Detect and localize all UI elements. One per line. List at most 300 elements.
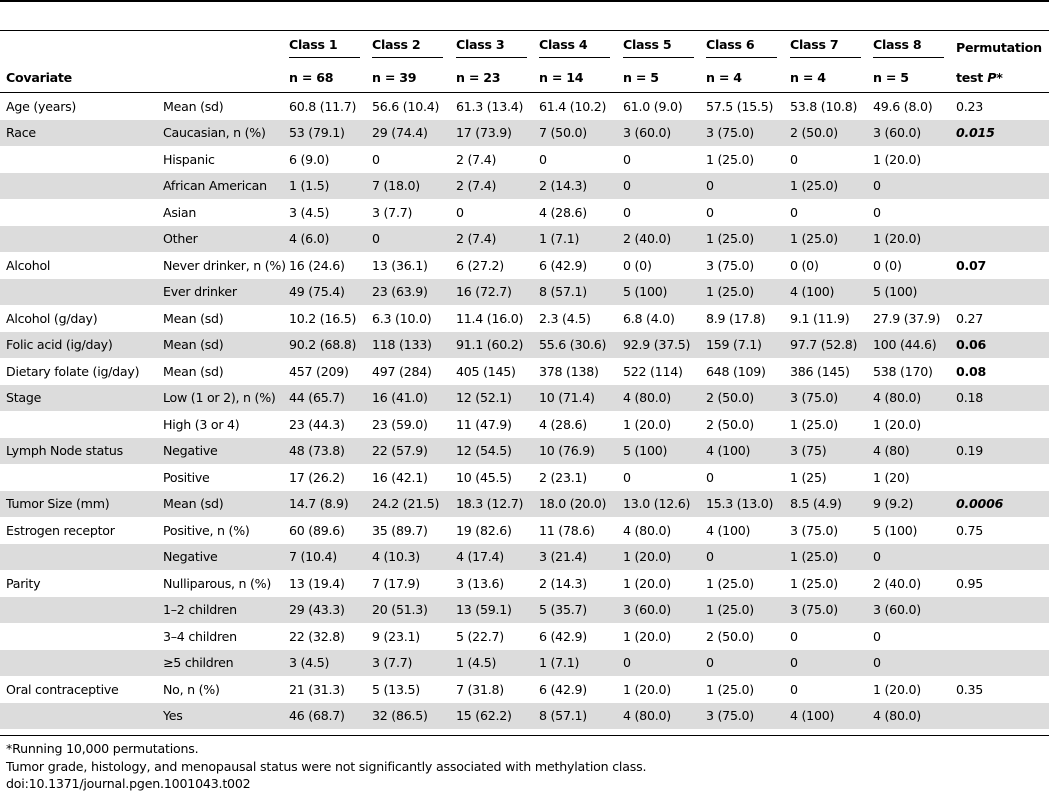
value-cell: 12 (54.5) bbox=[450, 438, 533, 465]
table-row bbox=[0, 676, 1049, 703]
table-row bbox=[0, 199, 1049, 226]
value-cell: 12 (52.1) bbox=[450, 385, 533, 412]
value-cell: 17 (73.9) bbox=[450, 120, 533, 147]
table-row bbox=[0, 597, 1049, 624]
value-cell: 0 bbox=[790, 151, 798, 167]
value-cell: 6 (9.0) bbox=[289, 151, 330, 167]
value-cell: 10.2 (16.5) bbox=[289, 310, 357, 326]
value-cell: 35 (89.7) bbox=[372, 522, 428, 538]
value-cell: 7 (17.9) bbox=[372, 575, 420, 591]
table-row bbox=[0, 438, 1049, 465]
value-cell: 4 (80.0) bbox=[867, 703, 950, 730]
covariate-header: Covariate bbox=[6, 70, 72, 85]
value-cell: 159 (7.1) bbox=[700, 332, 784, 359]
value-cell: 3 (75.0) bbox=[700, 120, 784, 147]
class-header: Class 5 bbox=[617, 31, 700, 63]
value-cell: 1 (20.0) bbox=[623, 416, 671, 432]
covariate-cell: Dietary folate (ig/day) bbox=[6, 363, 140, 379]
value-cell: 16 (42.1) bbox=[372, 469, 428, 485]
value-cell: 23 (59.0) bbox=[372, 416, 428, 432]
table-row bbox=[0, 703, 1049, 730]
value-cell: 19 (82.6) bbox=[456, 522, 512, 538]
value-cell: 2 (40.0) bbox=[617, 226, 700, 253]
footnote-doi: doi:10.1371/journal.pgen.1001043.t002 bbox=[6, 776, 251, 791]
value-cell: 4 (80.0) bbox=[617, 385, 700, 412]
value-cell: 3 (4.5) bbox=[283, 650, 366, 677]
value-cell: 32 (86.5) bbox=[366, 703, 450, 730]
value-cell: 1 (25.0) bbox=[784, 544, 867, 571]
class-header: Class 6 bbox=[700, 31, 784, 63]
p-value-cell: 0.07 bbox=[956, 257, 987, 273]
value-cell: 18.3 (12.7) bbox=[450, 491, 533, 518]
subgroup-cell: High (3 or 4) bbox=[163, 416, 240, 432]
table-row bbox=[0, 305, 1049, 332]
value-cell: 0 bbox=[700, 544, 784, 571]
p-value-cell: 0.18 bbox=[950, 385, 1049, 412]
value-cell: 3 (21.4) bbox=[533, 544, 617, 571]
subgroup-cell: Positive bbox=[163, 469, 210, 485]
value-cell: 7 (31.8) bbox=[456, 681, 504, 697]
table-row bbox=[0, 332, 1049, 359]
value-cell: 0 bbox=[867, 173, 950, 200]
value-cell: 1 (25) bbox=[790, 469, 827, 485]
covariate-cell bbox=[0, 544, 157, 571]
value-cell: 0 bbox=[867, 650, 950, 677]
table-row bbox=[0, 544, 1049, 571]
value-cell: 7 (50.0) bbox=[533, 120, 617, 147]
value-cell: 92.9 (37.5) bbox=[617, 332, 700, 359]
value-cell: 5 (35.7) bbox=[533, 597, 617, 624]
value-cell: 3 (75) bbox=[784, 438, 867, 465]
value-cell: 3 (60.0) bbox=[617, 120, 700, 147]
value-cell: 2 (7.4) bbox=[450, 226, 533, 253]
covariate-cell bbox=[0, 411, 157, 438]
table-row bbox=[0, 623, 1049, 650]
value-cell: 90.2 (68.8) bbox=[283, 332, 366, 359]
value-cell: 1 (20.0) bbox=[617, 544, 700, 571]
subgroup-cell: Nulliparous, n (%) bbox=[163, 575, 272, 591]
value-cell: 4 (80.0) bbox=[867, 385, 950, 412]
value-cell: 10 (71.4) bbox=[533, 385, 617, 412]
footnotes bbox=[6, 740, 646, 793]
value-cell: 18.0 (20.0) bbox=[533, 491, 617, 518]
value-cell: 2 (50.0) bbox=[706, 416, 754, 432]
value-cell: 4 (80.0) bbox=[617, 703, 700, 730]
p-value-cell: 0.23 bbox=[956, 98, 984, 114]
class-header: Class 7 bbox=[784, 31, 867, 63]
subgroup-cell: Mean (sd) bbox=[157, 332, 283, 359]
value-cell: 0 bbox=[366, 226, 450, 253]
covariate-cell: Stage bbox=[0, 385, 157, 412]
value-cell: 0 (0) bbox=[873, 257, 902, 273]
header-blank bbox=[157, 31, 283, 63]
value-cell: 3 (75.0) bbox=[784, 597, 867, 624]
value-cell: 3 (75.0) bbox=[706, 257, 754, 273]
value-cell: 0 bbox=[873, 204, 881, 220]
value-cell: 538 (170) bbox=[873, 363, 933, 379]
value-cell: 0 bbox=[456, 204, 464, 220]
value-cell: 4 (80.0) bbox=[623, 522, 671, 538]
value-cell: 1 (25.0) bbox=[706, 681, 754, 697]
value-cell: 61.4 (10.2) bbox=[539, 98, 607, 114]
table-row bbox=[0, 120, 1049, 147]
table-row bbox=[0, 464, 1049, 491]
value-cell: 0 bbox=[700, 173, 784, 200]
p-value-cell bbox=[950, 597, 1049, 624]
value-cell: 2 (50.0) bbox=[784, 120, 867, 147]
value-cell: 0 (0) bbox=[623, 257, 652, 273]
subgroup-cell: 1–2 children bbox=[157, 597, 283, 624]
value-cell: 2.3 (4.5) bbox=[539, 310, 591, 326]
value-cell: 0 bbox=[790, 681, 798, 697]
value-cell: 49 (75.4) bbox=[283, 279, 366, 306]
permutation-header: Permutation bbox=[956, 39, 1042, 55]
class-header: Class 1 bbox=[283, 31, 366, 63]
p-value-cell: 0.75 bbox=[956, 522, 984, 538]
value-cell: 57.5 (15.5) bbox=[706, 98, 774, 114]
value-cell: 15 (62.2) bbox=[450, 703, 533, 730]
permutation-test-p-header: test P* bbox=[956, 70, 1003, 85]
p-value-cell: 0.35 bbox=[956, 681, 984, 697]
covariate-cell: Alcohol bbox=[6, 257, 51, 273]
value-cell: 11 (47.9) bbox=[456, 416, 512, 432]
covariate-cell bbox=[0, 623, 157, 650]
value-cell: 3 (7.7) bbox=[372, 204, 413, 220]
value-cell: 0 bbox=[706, 469, 714, 485]
value-cell: 0 bbox=[867, 544, 950, 571]
value-cell: 6.3 (10.0) bbox=[372, 310, 432, 326]
value-cell: 13.0 (12.6) bbox=[617, 491, 700, 518]
value-cell: 2 (23.1) bbox=[539, 469, 587, 485]
table-row bbox=[0, 570, 1049, 597]
value-cell: 13 (19.4) bbox=[289, 575, 345, 591]
covariate-cell: Age (years) bbox=[6, 98, 77, 114]
value-cell: 55.6 (30.6) bbox=[533, 332, 617, 359]
p-value-cell bbox=[950, 703, 1049, 730]
covariate-cell bbox=[0, 464, 157, 491]
value-cell: 20 (51.3) bbox=[366, 597, 450, 624]
value-cell: 1 (25.0) bbox=[790, 575, 838, 591]
n-header: n = 23 bbox=[456, 70, 501, 85]
value-cell: 3 (60.0) bbox=[617, 597, 700, 624]
value-cell: 497 (284) bbox=[372, 363, 432, 379]
covariate-table bbox=[0, 31, 1049, 729]
p-value-cell: 0.015 bbox=[950, 120, 1049, 147]
table-row bbox=[0, 173, 1049, 200]
value-cell: 13 (36.1) bbox=[372, 257, 428, 273]
value-cell: 4 (80) bbox=[867, 438, 950, 465]
value-cell: 0 bbox=[873, 628, 881, 644]
covariate-cell bbox=[0, 279, 157, 306]
subgroup-cell: African American bbox=[157, 173, 283, 200]
subgroup-cell: ≥5 children bbox=[157, 650, 283, 677]
header-row-n bbox=[0, 63, 1049, 93]
value-cell: 3 (75.0) bbox=[784, 385, 867, 412]
value-cell: 2 (50.0) bbox=[706, 628, 754, 644]
value-cell: 6 (42.9) bbox=[539, 681, 587, 697]
subgroup-cell: Mean (sd) bbox=[163, 98, 224, 114]
value-cell: 8 (57.1) bbox=[533, 703, 617, 730]
value-cell: 3 (13.6) bbox=[456, 575, 504, 591]
covariate-cell: Parity bbox=[6, 575, 41, 591]
subgroup-cell: Ever drinker bbox=[157, 279, 283, 306]
value-cell: 1 (4.5) bbox=[450, 650, 533, 677]
value-cell: 8.5 (4.9) bbox=[784, 491, 867, 518]
table-row bbox=[0, 279, 1049, 306]
value-cell: 2 (14.3) bbox=[539, 575, 587, 591]
value-cell: 61.3 (13.4) bbox=[456, 98, 524, 114]
header-row-classes bbox=[0, 31, 1049, 63]
value-cell: 0 bbox=[617, 173, 700, 200]
footnote-permutations: *Running 10,000 permutations. bbox=[6, 741, 199, 756]
value-cell: 46 (68.7) bbox=[283, 703, 366, 730]
n-header: n = 14 bbox=[539, 70, 584, 85]
value-cell: 4 (28.6) bbox=[539, 416, 587, 432]
value-cell: 97.7 (52.8) bbox=[784, 332, 867, 359]
p-value-cell: 0.27 bbox=[956, 310, 984, 326]
table-row bbox=[0, 517, 1049, 544]
n-header: n = 39 bbox=[372, 70, 417, 85]
covariate-cell bbox=[0, 199, 157, 226]
n-header: n = 5 bbox=[623, 70, 659, 85]
value-cell: 53 (79.1) bbox=[283, 120, 366, 147]
value-cell: 22 (57.9) bbox=[366, 438, 450, 465]
value-cell: 6 (42.9) bbox=[539, 257, 587, 273]
value-cell: 56.6 (10.4) bbox=[372, 98, 440, 114]
value-cell: 3 (75.0) bbox=[790, 522, 838, 538]
table-row bbox=[0, 146, 1049, 173]
p-value-cell: 0.0006 bbox=[950, 491, 1049, 518]
value-cell: 0 bbox=[539, 151, 547, 167]
value-cell: 23 (63.9) bbox=[366, 279, 450, 306]
value-cell: 5 (100) bbox=[617, 438, 700, 465]
value-cell: 14.7 (8.9) bbox=[283, 491, 366, 518]
p-value-cell bbox=[950, 279, 1049, 306]
value-cell: 17 (26.2) bbox=[289, 469, 345, 485]
value-cell: 15.3 (13.0) bbox=[700, 491, 784, 518]
value-cell: 8.9 (17.8) bbox=[706, 310, 766, 326]
value-cell: 21 (31.3) bbox=[289, 681, 345, 697]
class-header: Class 2 bbox=[366, 31, 450, 63]
p-value-cell bbox=[950, 199, 1049, 226]
value-cell: 2 (7.4) bbox=[450, 173, 533, 200]
p-value-cell: 0.19 bbox=[950, 438, 1049, 465]
value-cell: 3 (60.0) bbox=[867, 120, 950, 147]
value-cell: 648 (109) bbox=[706, 363, 766, 379]
value-cell: 13 (59.1) bbox=[450, 597, 533, 624]
p-value-cell: 0.06 bbox=[950, 332, 1049, 359]
value-cell: 0 bbox=[700, 650, 784, 677]
n-header: n = 5 bbox=[873, 70, 909, 85]
covariate-cell: Tumor Size (mm) bbox=[0, 491, 157, 518]
p-value-cell bbox=[950, 226, 1049, 253]
value-cell: 5 (22.7) bbox=[456, 628, 504, 644]
n-header: n = 68 bbox=[289, 70, 334, 85]
value-cell: 386 (145) bbox=[790, 363, 850, 379]
value-cell: 24.2 (21.5) bbox=[366, 491, 450, 518]
value-cell: 2 (14.3) bbox=[533, 173, 617, 200]
value-cell: 16 (72.7) bbox=[450, 279, 533, 306]
value-cell: 9.1 (11.9) bbox=[790, 310, 850, 326]
p-value-cell bbox=[950, 464, 1049, 491]
value-cell: 60.8 (11.7) bbox=[289, 98, 357, 114]
value-cell: 1 (25.0) bbox=[784, 226, 867, 253]
subgroup-cell: Negative bbox=[157, 544, 283, 571]
table-row bbox=[0, 226, 1049, 253]
value-cell: 100 (44.6) bbox=[867, 332, 950, 359]
value-cell: 3 (7.7) bbox=[366, 650, 450, 677]
value-cell: 1 (20.0) bbox=[873, 681, 921, 697]
value-cell: 0 (0) bbox=[790, 257, 819, 273]
subgroup-cell: Low (1 or 2), n (%) bbox=[157, 385, 283, 412]
value-cell: 2 (50.0) bbox=[700, 385, 784, 412]
covariate-cell: Race bbox=[0, 120, 157, 147]
value-cell: 1 (20) bbox=[873, 469, 910, 485]
value-cell: 27.9 (37.9) bbox=[873, 310, 941, 326]
value-cell: 22 (32.8) bbox=[289, 628, 345, 644]
class-header: Class 8 bbox=[867, 31, 950, 63]
header-blank bbox=[157, 63, 283, 93]
table-row bbox=[0, 385, 1049, 412]
value-cell: 0 bbox=[617, 650, 700, 677]
value-cell: 29 (43.3) bbox=[283, 597, 366, 624]
value-cell: 2 (7.4) bbox=[456, 151, 497, 167]
value-cell: 0 bbox=[790, 628, 798, 644]
covariate-cell bbox=[0, 650, 157, 677]
value-cell: 4 (100) bbox=[784, 279, 867, 306]
value-cell: 4 (6.0) bbox=[283, 226, 366, 253]
value-cell: 7 (10.4) bbox=[283, 544, 366, 571]
value-cell: 3 (75.0) bbox=[700, 703, 784, 730]
value-cell: 457 (209) bbox=[289, 363, 349, 379]
value-cell: 6.8 (4.0) bbox=[623, 310, 675, 326]
value-cell: 29 (74.4) bbox=[366, 120, 450, 147]
class-header: Class 4 bbox=[533, 31, 617, 63]
value-cell: 3 (4.5) bbox=[289, 204, 330, 220]
value-cell: 1 (20.0) bbox=[623, 575, 671, 591]
subgroup-cell: No, n (%) bbox=[163, 681, 220, 697]
value-cell: 5 (13.5) bbox=[372, 681, 420, 697]
table-row bbox=[0, 491, 1049, 518]
value-cell: 49.6 (8.0) bbox=[873, 98, 933, 114]
p-value-cell bbox=[950, 411, 1049, 438]
subgroup-cell: 3–4 children bbox=[163, 628, 237, 644]
value-cell: 0 bbox=[623, 151, 631, 167]
value-cell: 5 (100) bbox=[867, 279, 950, 306]
subgroup-cell: Caucasian, n (%) bbox=[157, 120, 283, 147]
covariate-cell: Estrogen receptor bbox=[6, 522, 115, 538]
value-cell: 1 (25.0) bbox=[706, 151, 754, 167]
p-value-cell: 0.95 bbox=[956, 575, 984, 591]
value-cell: 0 bbox=[623, 469, 631, 485]
value-cell: 0 bbox=[706, 204, 714, 220]
subgroup-cell: Mean (sd) bbox=[163, 310, 224, 326]
value-cell: 1 (7.1) bbox=[533, 650, 617, 677]
covariate-cell bbox=[0, 597, 157, 624]
value-cell: 16 (24.6) bbox=[289, 257, 345, 273]
p-value-cell bbox=[950, 623, 1049, 650]
covariate-cell: Lymph Node status bbox=[0, 438, 157, 465]
subgroup-cell: Hispanic bbox=[163, 151, 215, 167]
covariate-cell bbox=[0, 146, 157, 173]
table-row bbox=[0, 358, 1049, 385]
subgroup-cell: Positive, n (%) bbox=[163, 522, 250, 538]
value-cell: 61.0 (9.0) bbox=[623, 98, 683, 114]
subgroup-cell: Mean (sd) bbox=[163, 363, 224, 379]
table-row bbox=[0, 650, 1049, 677]
value-cell: 10 (45.5) bbox=[456, 469, 512, 485]
value-cell: 1 (25.0) bbox=[784, 173, 867, 200]
value-cell: 91.1 (60.2) bbox=[450, 332, 533, 359]
value-cell: 1 (20.0) bbox=[873, 416, 921, 432]
value-cell: 1 (20.0) bbox=[867, 226, 950, 253]
covariate-cell: Alcohol (g/day) bbox=[6, 310, 98, 326]
value-cell: 522 (114) bbox=[623, 363, 683, 379]
value-cell: 1 (25.0) bbox=[706, 575, 754, 591]
value-cell: 23 (44.3) bbox=[289, 416, 345, 432]
covariate-cell bbox=[0, 173, 157, 200]
value-cell: 1 (20.0) bbox=[623, 681, 671, 697]
value-cell: 0 bbox=[784, 650, 867, 677]
value-cell: 4 (10.3) bbox=[366, 544, 450, 571]
value-cell: 1 (25.0) bbox=[700, 597, 784, 624]
p-value-cell bbox=[950, 544, 1049, 571]
value-cell: 0 bbox=[623, 204, 631, 220]
subgroup-cell: Never drinker, n (%) bbox=[163, 257, 286, 273]
value-cell: 1 (25.0) bbox=[700, 279, 784, 306]
value-cell: 16 (41.0) bbox=[366, 385, 450, 412]
value-cell: 4 (100) bbox=[784, 703, 867, 730]
subgroup-cell: Mean (sd) bbox=[157, 491, 283, 518]
top-rule bbox=[0, 0, 1049, 2]
value-cell: 1 (7.1) bbox=[533, 226, 617, 253]
value-cell: 1 (1.5) bbox=[283, 173, 366, 200]
value-cell: 5 (100) bbox=[873, 522, 918, 538]
value-cell: 405 (145) bbox=[456, 363, 516, 379]
p-value-cell: 0.08 bbox=[956, 363, 987, 379]
table-body bbox=[0, 93, 1049, 730]
value-cell: 6 (42.9) bbox=[539, 628, 587, 644]
value-cell: 378 (138) bbox=[539, 363, 599, 379]
table-row bbox=[0, 411, 1049, 438]
value-cell: 48 (73.8) bbox=[283, 438, 366, 465]
value-cell: 44 (65.7) bbox=[283, 385, 366, 412]
n-header: n = 4 bbox=[790, 70, 826, 85]
value-cell: 0 bbox=[372, 151, 380, 167]
p-value-cell bbox=[950, 173, 1049, 200]
value-cell: 4 (100) bbox=[706, 522, 751, 538]
table-row bbox=[0, 93, 1049, 120]
value-cell: 1 (20.0) bbox=[623, 628, 671, 644]
bottom-rule bbox=[0, 735, 1049, 736]
value-cell: 4 (100) bbox=[700, 438, 784, 465]
value-cell: 0 bbox=[790, 204, 798, 220]
header-blank bbox=[0, 31, 157, 63]
p-value-cell bbox=[950, 146, 1049, 173]
value-cell: 9 (9.2) bbox=[867, 491, 950, 518]
value-cell: 1 (25.0) bbox=[700, 226, 784, 253]
value-cell: 8 (57.1) bbox=[533, 279, 617, 306]
value-cell: 1 (25.0) bbox=[790, 416, 838, 432]
value-cell: 4 (28.6) bbox=[539, 204, 587, 220]
footnote-not-associated: Tumor grade, histology, and menopausal status were not significantly associated with methylation class. bbox=[6, 758, 647, 774]
value-cell: 11 (78.6) bbox=[539, 522, 595, 538]
covariate-cell bbox=[0, 703, 157, 730]
value-cell: 4 (17.4) bbox=[450, 544, 533, 571]
value-cell: 1 (20.0) bbox=[873, 151, 921, 167]
covariate-cell bbox=[0, 226, 157, 253]
value-cell: 11.4 (16.0) bbox=[456, 310, 524, 326]
